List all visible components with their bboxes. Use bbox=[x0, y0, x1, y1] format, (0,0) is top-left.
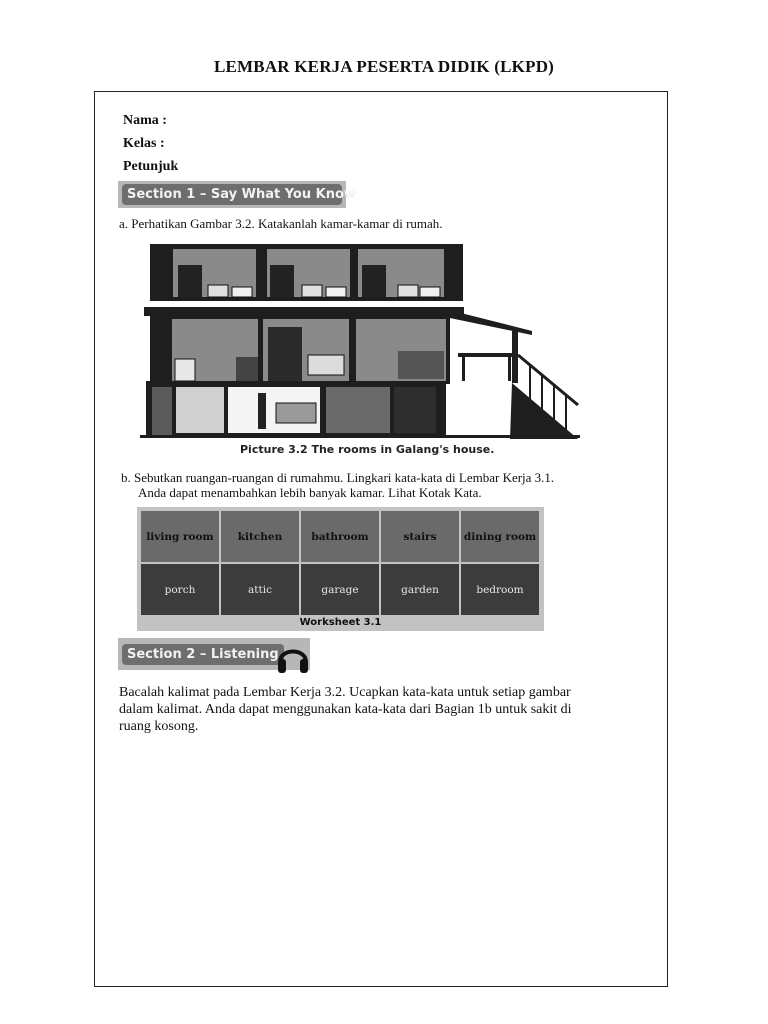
section-2-line3: ruang kosong. bbox=[119, 719, 199, 734]
word-kitchen: kitchen bbox=[221, 511, 299, 562]
word-dining-room: dining room bbox=[461, 511, 539, 562]
worksheet-box bbox=[137, 507, 544, 631]
instruction-b-line2: Anda dapat menambahkan lebih banyak kamar. Lihat Kotak Kata. bbox=[138, 485, 482, 500]
word-stairs: stairs bbox=[381, 511, 459, 562]
word-living-room: living room bbox=[141, 511, 219, 562]
word-bedroom: bedroom bbox=[461, 564, 539, 615]
word-garage: garage bbox=[301, 564, 379, 615]
section-2-line1: Bacalah kalimat pada Lembar Kerja 3.2. Ucapkan kata-kata untuk setiap gambar bbox=[119, 685, 571, 700]
section-2-label: Section 2 – Listening bbox=[122, 644, 284, 665]
word-box-grid bbox=[141, 511, 539, 615]
section-1-label: Section 1 – Say What You Know bbox=[122, 184, 342, 205]
headphones-icon bbox=[276, 640, 310, 676]
word-attic: attic bbox=[221, 564, 299, 615]
word-bathroom: bathroom bbox=[301, 511, 379, 562]
section-2-line2: dalam kalimat. Anda dapat menggunakan kata-kata dari Bagian 1b untuk sakit di bbox=[119, 702, 572, 717]
section-1-banner bbox=[118, 181, 356, 208]
picture-caption: Picture 3.2 The rooms in Galang's house. bbox=[240, 443, 495, 456]
instructions-label: Petunjuk bbox=[123, 159, 179, 174]
word-porch: porch bbox=[141, 564, 219, 615]
class-field-label: Kelas : bbox=[123, 136, 165, 151]
house-illustration bbox=[140, 243, 580, 439]
worksheet-caption: Worksheet 3.1 bbox=[299, 617, 382, 628]
page-title: LEMBAR KERJA PESERTA DIDIK (LKPD) bbox=[213, 57, 555, 76]
instruction-a: a. Perhatikan Gambar 3.2. Katakanlah kamar-kamar di rumah. bbox=[119, 216, 443, 231]
word-garden: garden bbox=[381, 564, 459, 615]
name-field-label: Nama : bbox=[123, 113, 167, 128]
instruction-b-line1: b. Sebutkan ruangan-ruangan di rumahmu. Lingkari kata-kata di Lembar Kerja 3.1. bbox=[121, 470, 555, 485]
